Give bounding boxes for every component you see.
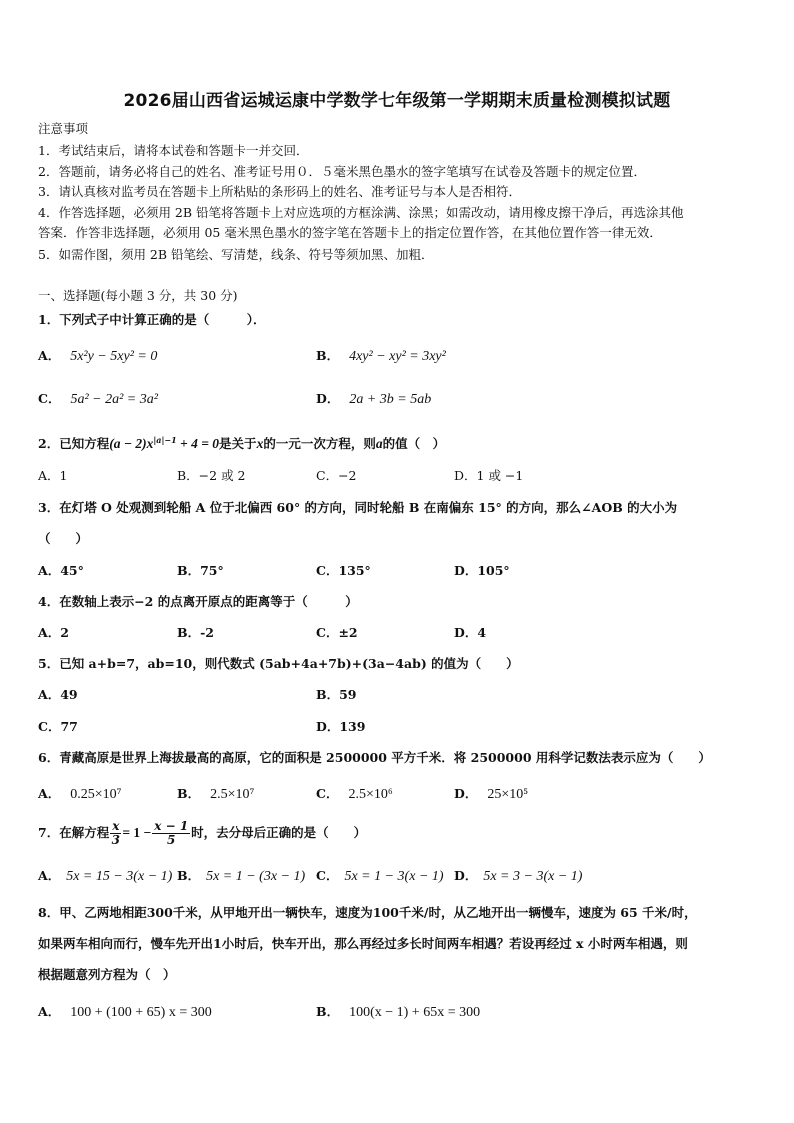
question-1-stem: 1．下列式子中计算正确的是（ ）． xyxy=(38,312,266,327)
question-8-line-3: 根据题意列方程为（ ） xyxy=(38,967,176,982)
q1-option-b xyxy=(316,348,446,365)
q6-option-b-expr: 2.5×10⁷ xyxy=(210,787,255,802)
q4-option-b: B．-2 xyxy=(177,625,214,640)
q3-option-a: A．45° xyxy=(38,563,84,578)
q2-stem-mid2: 的一元一次方程，则 xyxy=(263,436,376,452)
notice-item-4: 4．作答选择题，必须用 2B 铅笔将答题卡上对应选项的方框涂满、涂黑；如需改动，请用橡皮擦干净后，再选涂其他 xyxy=(38,205,684,220)
question-4-stem: 4．在数轴上表示−2 的点离开原点的距离等于（ ） xyxy=(38,594,358,609)
notice-heading: 注意事项 xyxy=(38,121,89,136)
q4-option-a: A．2 xyxy=(38,625,69,640)
q6-option-d-expr: 25×10⁵ xyxy=(487,787,529,802)
q1-option-d xyxy=(316,391,431,408)
q7-option-b-expr: 5x = 1 − (3x − 1) xyxy=(206,869,306,884)
q1-option-a-label: A． xyxy=(38,348,61,363)
q1-option-c-expr: 5a² − 2a² = 3a² xyxy=(70,392,158,407)
q6-option-a xyxy=(38,786,121,803)
q7-option-a-expr: 5x = 15 − 3(x − 1) xyxy=(66,869,173,884)
q7-option-b-label: B． xyxy=(177,868,201,883)
q2-equation: (a − 2)x xyxy=(109,436,154,452)
question-7-stem xyxy=(38,820,758,847)
q7-fraction-2-den: 5 xyxy=(167,833,176,847)
section-heading: 一、选择题(每小题 3 分，共 30 分) xyxy=(38,288,238,303)
q5-option-d: D．139 xyxy=(316,719,366,734)
notice-item-2: 2．答题前，请务必将自己的姓名、准考证号用０．５毫米黑色墨水的签字笔填写在试卷及答题卡的规定位置． xyxy=(38,164,646,179)
q8-option-b xyxy=(316,1004,480,1021)
q3-option-d: D．105° xyxy=(454,563,510,578)
q4-option-d: D．4 xyxy=(454,625,487,640)
q8-option-a-label: A． xyxy=(38,1004,61,1019)
q2-option-a: A．1 xyxy=(38,468,68,483)
q7-option-a xyxy=(38,868,172,885)
q7-option-d xyxy=(454,868,582,885)
q7-stem-post: 时，去分母后正确的是（ ） xyxy=(191,825,367,840)
q1-option-d-label: D． xyxy=(316,391,340,406)
q4-option-c: C．±2 xyxy=(316,625,358,640)
q1-option-c-label: C． xyxy=(38,391,61,406)
q2-option-c: C．−2 xyxy=(316,468,357,483)
q1-option-a-expr: 5x²y − 5xy² = 0 xyxy=(70,349,158,364)
q6-option-c-label: C． xyxy=(316,786,339,801)
q8-option-b-expr: 100(x − 1) + 65x = 300 xyxy=(349,1005,481,1020)
q7-option-c-expr: 5x = 1 − 3(x − 1) xyxy=(344,869,444,884)
question-3-stem: 3．在灯塔 O 处观测到轮船 A 位于北偏西 60° 的方向，同时轮船 B 在南偏东 15° 的方向，那么∠AOB 的大小为 xyxy=(38,500,678,515)
q8-option-a-expr: 100 + (100 + 65) x = 300 xyxy=(70,1005,212,1020)
q2-stem-pre: 2．已知方程 xyxy=(38,436,110,452)
q7-option-b xyxy=(177,868,305,885)
question-6-stem: 6．青藏高原是世界上海拔最高的高原，它的面积是 2500000 平方千米．将 2500000 用科学记数法表示应为（ ） xyxy=(38,750,711,765)
q7-fraction-2 xyxy=(152,820,190,847)
q6-option-c-expr: 2.5×10⁶ xyxy=(348,787,393,802)
q7-equals: = 1 − xyxy=(122,825,152,840)
question-3-stem-cont: （ ） xyxy=(38,531,89,546)
notice-item-5: 5．如需作图，须用 2B 铅笔绘、写清楚，线条、符号等须加黑、加粗． xyxy=(38,247,434,262)
q2-stem-mid: 是关于 xyxy=(219,436,257,452)
q6-option-a-label: A． xyxy=(38,786,61,801)
notice-item-1: 1．考试结束后，请将本试卷和答题卡一并交回． xyxy=(38,143,309,158)
q2-stem-post: 的值（ ） xyxy=(382,436,446,452)
question-2-stem xyxy=(38,432,758,452)
question-8-line-2: 如果两车相向而行，慢车先开出1小时后，快车开出，那么再经过多长时间两车相遇？若设再经过 x 小时两车相遇，则 xyxy=(38,936,688,951)
q7-stem-pre: 7．在解方程 xyxy=(38,825,110,840)
q7-option-d-label: D． xyxy=(454,868,478,883)
q6-option-d xyxy=(454,786,528,803)
q5-option-a: A．49 xyxy=(38,687,78,702)
q2-equation-rest: + 4 = 0 xyxy=(176,436,220,452)
q7-option-d-expr: 5x = 3 − 3(x − 1) xyxy=(483,869,583,884)
exam-title: 2026届山西省运城运康中学数学七年级第一学期期末质量检测模拟试题 xyxy=(123,91,671,111)
q6-option-b-label: B． xyxy=(177,786,201,801)
q8-option-b-label: B． xyxy=(316,1004,340,1019)
question-8-line-1: 8．甲、乙两地相距300千米，从甲地开出一辆快车，速度为100千米/时，从乙地开出一辆慢车，速度为 65 千米/时， xyxy=(38,905,697,920)
notice-item-4-cont: 答案．作答非选择题，必须用 05 毫米黑色墨水的签字笔在答题卡上的指定位置作答，在其他位置作答一律无效． xyxy=(38,225,662,240)
q2-option-b: B．−2 或 2 xyxy=(177,468,246,483)
q1-option-b-expr: 4xy² − xy² = 3xy² xyxy=(349,349,446,364)
q3-option-c: C．135° xyxy=(316,563,371,578)
q7-fraction-1 xyxy=(110,820,121,847)
q2-var-x: x xyxy=(256,436,264,452)
q7-option-c xyxy=(316,868,444,885)
q2-exponent: |a|−1 xyxy=(153,435,177,445)
q6-option-a-expr: 0.25×10⁷ xyxy=(70,787,122,802)
q2-option-d: D．1 或 −1 xyxy=(454,468,524,483)
q7-option-a-label: A． xyxy=(38,868,61,883)
q6-option-b xyxy=(177,786,254,803)
q1-option-d-expr: 2a + 3b = 5ab xyxy=(349,392,432,407)
q8-option-a xyxy=(38,1004,212,1021)
q5-option-b: B．59 xyxy=(316,687,357,702)
question-5-stem: 5．已知 a+b=7，ab=10，则代数式 (5ab+4a+7b)+(3a−4ab) 的值为（ ） xyxy=(38,656,519,671)
q7-fraction-1-num: x xyxy=(112,819,120,833)
q6-option-d-label: D． xyxy=(454,786,478,801)
q1-option-a xyxy=(38,348,157,365)
q7-option-c-label: C． xyxy=(316,868,339,883)
q2-var-a: a xyxy=(375,436,383,452)
q1-option-c xyxy=(38,391,158,408)
q3-option-b: B．75° xyxy=(177,563,224,578)
q7-fraction-2-num: x − 1 xyxy=(154,819,189,833)
q7-fraction-1-den: 3 xyxy=(111,833,120,847)
q5-option-c: C．77 xyxy=(38,719,78,734)
notice-item-3: 3．请认真核对监考员在答题卡上所粘贴的条形码上的姓名、准考证号与本人是否相符． xyxy=(38,184,521,199)
q6-option-c xyxy=(316,786,393,803)
q1-option-b-label: B． xyxy=(316,348,340,363)
